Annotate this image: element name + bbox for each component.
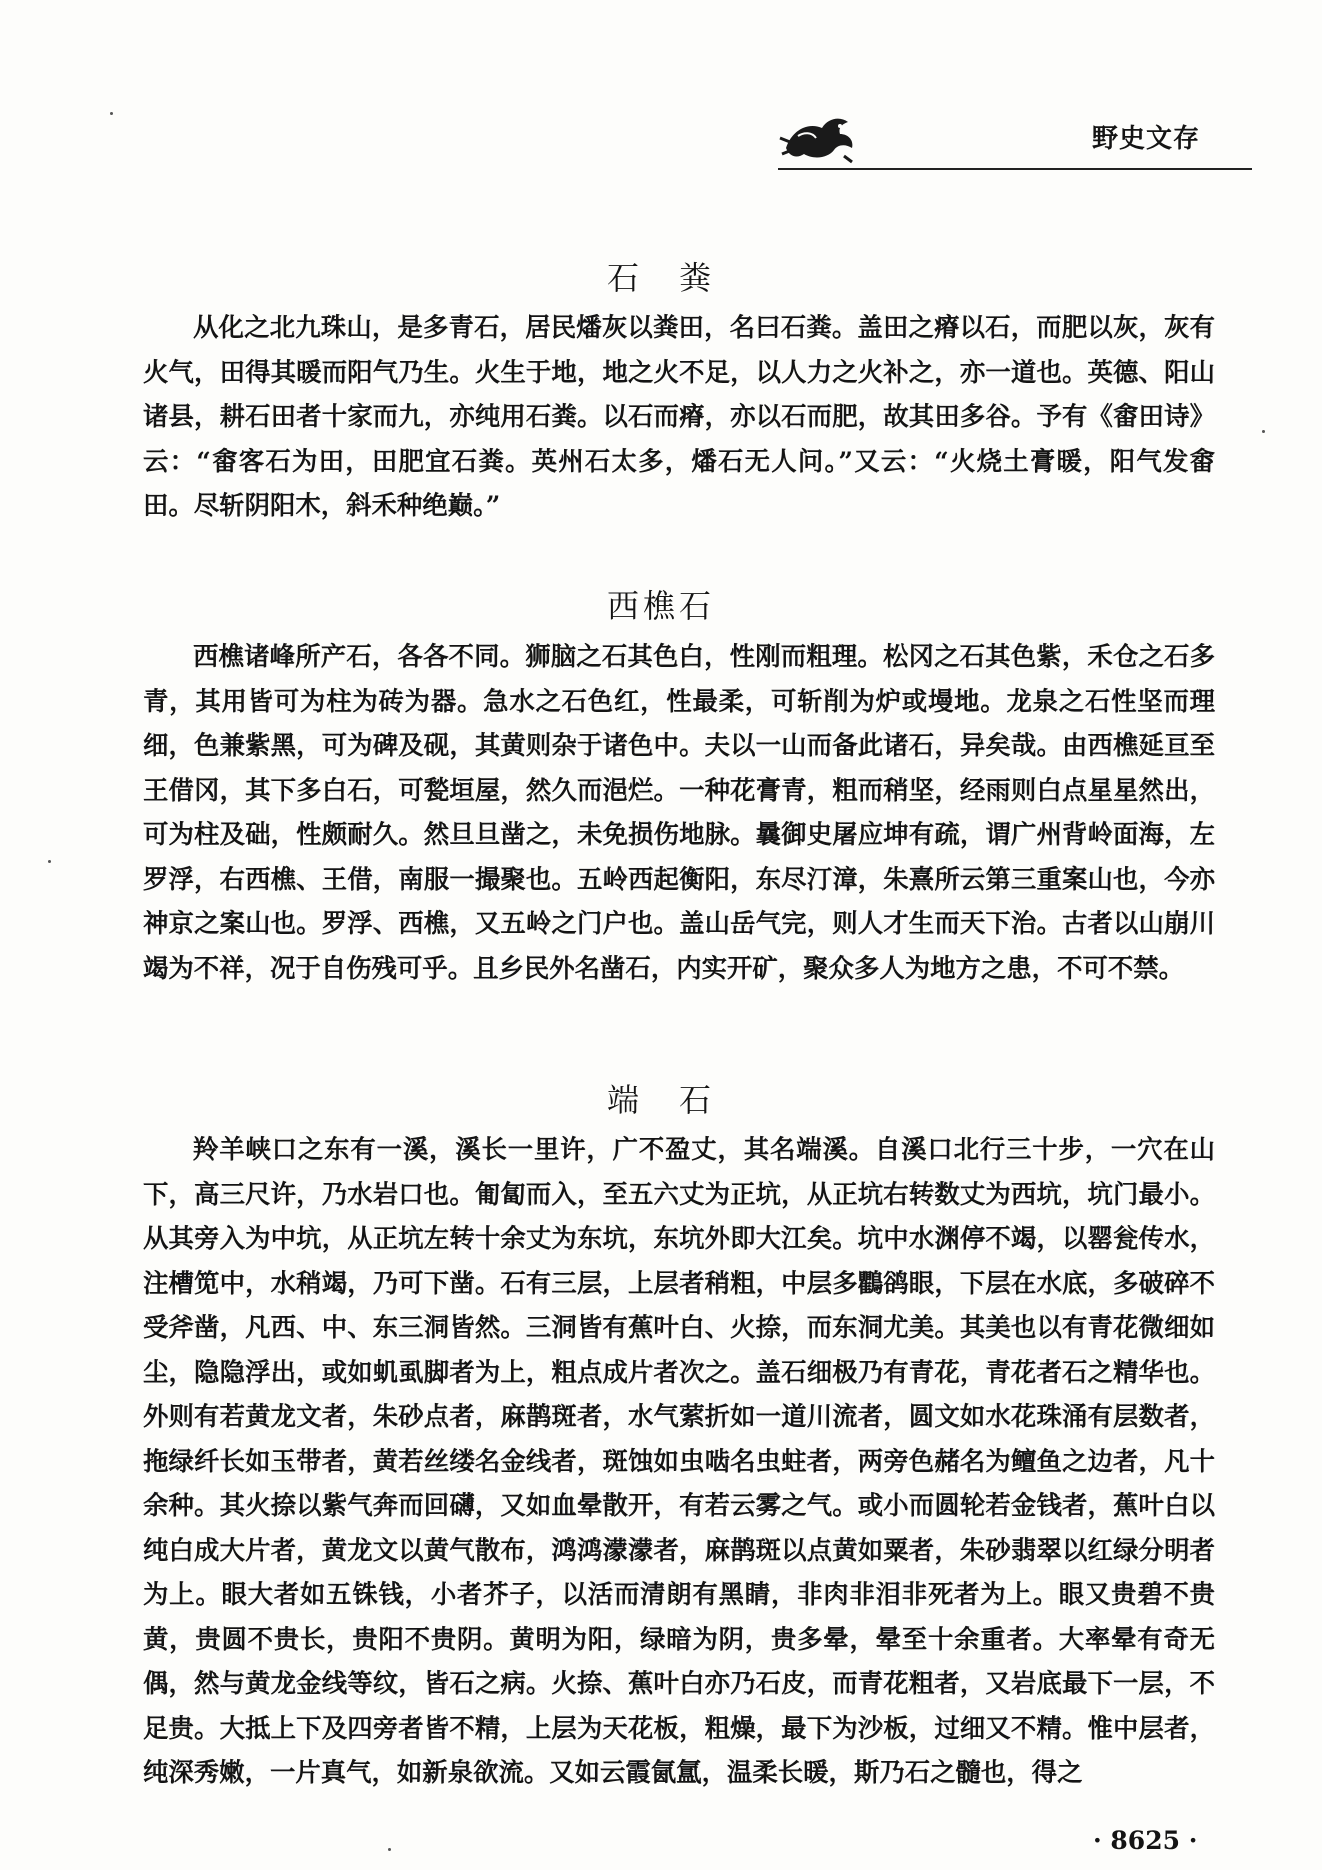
dragon-emblem-icon — [778, 108, 858, 164]
paragraph-duan-shi: 羚羊峡口之东有一溪，溪长一里许，广不盈丈，其名端溪。自溪口北行三十步，一穴在山下，高三尺许，乃水岩口也。匍匐而入，至五六丈为正坑，从正坑右转数丈为西坑，坑门最小。从其旁入为中坑，从正坑左转十余丈为东坑，东坑外即大江矣。坑中水渊停不竭，以罂瓮传水，注槽笕中，水稍竭，乃可下凿。石有三层，上层者稍粗，中层多鸜鹆眼，下层在水底，多破碎不受斧凿，凡西、中、东三洞皆然。三洞皆有蕉叶白、火捺，而东洞尤美。其美也以有青花微细如尘，隐隐浮出，或如虮虱脚者为上，粗点成片者次之。盖石细极乃有青花，青花者石之精华也。外则有若黄龙文者，朱砂点者，麻鹊斑者，水气萦折如一道川流者，圆文如水花珠涌有层数者，拖绿纤长如玉带者，黄若丝缕名金线者，斑蚀如虫啮名虫蛀者，两旁色赭名为鳣鱼之边者，凡十余种。其火捺以紫气奔而回礴，又如血晕散开，有若云雾之气。或小而圆轮若金钱者，蕉叶白以纯白成大片者，黄龙文以黄气散布，鸿鸿濛濛者，麻鹊斑以点黄如粟者，朱砂翡翠以红绿分明者为上。眼大者如五铢钱，小者芥子，以活而清朗有黑睛，非肉非泪非死者为上。眼又贵碧不贵黄，贵圆不贵长，贵阳不贵阴。黄明为阳，绿暗为阴，贵多晕，晕至十余重者。大率晕有奇无偶，然与黄龙金线等纹，皆石之病。火捺、蕉叶白亦乃石皮，而青花粗者，又岩底最下一层，不足贵。大抵上下及四旁者皆不精，上层为天花板，粗燥，最下为沙板，过细又不精。惟中层者，纯深秀嫩，一片真气，如新泉欲流。又如云霞氤氲，温柔长暖，斯乃石之髓也，得之 — [143, 1134, 1215, 1787]
section-title-xi-qiao-shi: 西樵石 — [606, 586, 715, 625]
paragraph-xi-qiao-shi: 西樵诸峰所产石，各各不同。狮脑之石其色白，性刚而粗理。松冈之石其色紫，禾仓之石多青，其用皆可为柱为砖为器。急水之石色红，性最柔，可斩削为炉或墁地。龙泉之石性坚而理细，色兼紫黑，可为碑及砚，其黄则杂于诸色中。夫以一山而备此诸石，异矣哉。由西樵延亘至王借冈，其下多白石，可甃垣屋，然久而浥烂。一种花膏青，粗而稍坚，经雨则白点星星然出，可为柱及础，性颇耐久。然旦旦凿之，未免损伤地脉。曩御史屠应坤有疏，谓广州背岭面海，左罗浮，右西樵、王借，南服一撮聚也。五岭西起衡阳，东尽汀漳，朱熹所云第三重案山也，今亦神京之案山也。罗浮、西樵，又五岭之门户也。盖山岳气完，则人才生而天下治。古者以山崩川竭为不祥，况于自伤残可乎。且乡民外名凿石，内实开矿，聚众多人为地方之患，不可不禁。 — [143, 641, 1215, 983]
section-title-shi-fen: 石 粪 — [606, 258, 715, 297]
header-rule — [778, 168, 1252, 170]
scan-speck — [388, 1848, 391, 1851]
running-header-title: 野史文存 — [1092, 124, 1201, 154]
section-title-duan-shi: 端 石 — [606, 1080, 715, 1119]
scan-speck — [1262, 430, 1265, 433]
scan-speck — [48, 860, 51, 863]
paragraph-shi-fen: 从化之北九珠山，是多青石，居民燔灰以粪田，名曰石粪。盖田之瘠以石，而肥以灰，灰有火气，田得其暖而阳气乃生。火生于地，地之火不足，以人力之火补之，亦一道也。英德、阳山诸县，耕石田者十家而九，亦纯用石粪。以石而瘠，亦以石而肥，故其田多谷。予有《畬田诗》云：“畬客石为田，田肥宜石粪。英州石太多，燔石无人问。”又云：“火烧土膏暖，阳气发畬田。尽斩阴阳木，斜禾种绝巅。” — [143, 312, 1215, 520]
scan-speck — [110, 112, 113, 115]
page-number: · 8625 · — [1093, 1826, 1198, 1855]
